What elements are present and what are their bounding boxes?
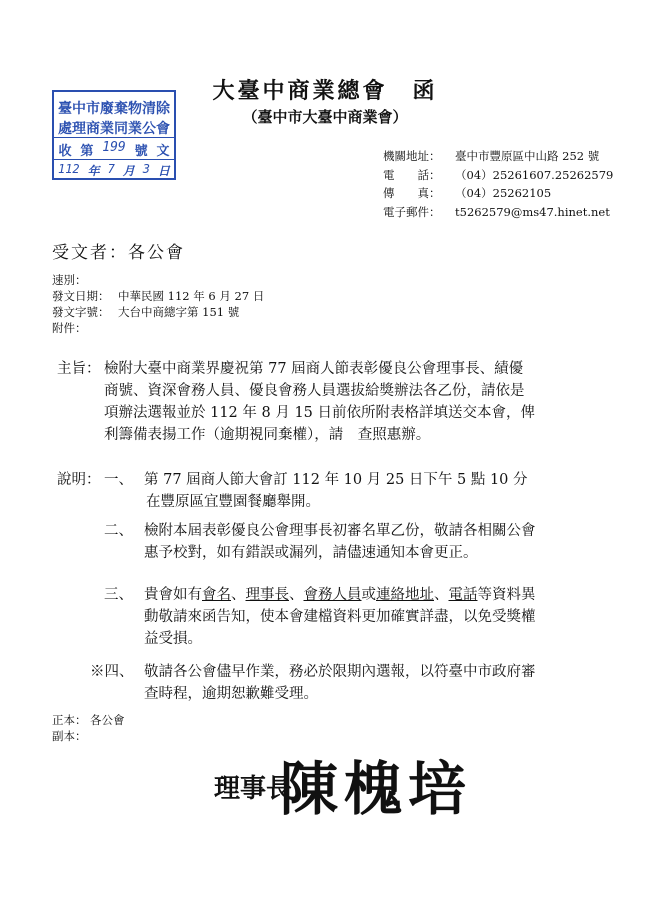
gist-label: 主旨： [57,361,101,377]
meta-speed: 速別： [52,273,87,287]
stamp-line-1: 臺中市廢棄物清除 [58,101,170,117]
stamp-receipt-date: 112 年 7 月 3 日 [57,162,170,178]
signature-role: 理事長 [214,774,293,804]
copy-original: 正本： 各公會 [52,713,125,727]
contact-fax: 傳 真： （04）25262105 [383,186,552,200]
copies-block [52,712,125,744]
meta-date: 發文日期： 中華民國 112 年 6 月 27 日 [52,289,265,303]
recipient: 受文者：各公會 [52,243,185,263]
document-meta [52,272,264,336]
copy-duplicate: 副本： [52,729,87,743]
explain-item-3-first-line: 貴會如有會名、理事長、會務人員或連絡地址、電話等資料異 [144,587,536,603]
signature-name: 陳槐培 [280,755,473,823]
stamp-line-2: 處理商業同業公會 [58,121,170,137]
contact-phone: 電 話： （04）25261607.25262579 [383,167,614,182]
contact-email: 電子郵件： t5262579@ms47.hinet.net [383,204,610,219]
gist-text: 檢附大臺中商業界慶祝第 77 屆商人節表彰優良公會理事長、績優 商號、資深會務人員、優良會務人員選拔給獎辦法各乙份，請依是 項辦法選報並於 112 年 8 月 15 日前依所附表格詳填送交本會，俾 利籌備表揚工作（逾期視同棄權），請 查照惠辦。 [104,361,536,443]
document-title: 大臺中商業總會 函 [212,78,438,104]
stamp-receipt-number: 收 第 199 號 文 [58,140,170,159]
meta-number: 發文字號： 大台中商總字第 151 號 [52,305,240,319]
explain-label: 說明： [57,472,101,488]
contact-address: 機關地址： 臺中市豐原區中山路 252 號 [383,149,600,163]
meta-attachment: 附件： [52,321,87,335]
contact-block [383,147,613,221]
document-subtitle: （臺中市大臺中商業會） [242,108,408,126]
